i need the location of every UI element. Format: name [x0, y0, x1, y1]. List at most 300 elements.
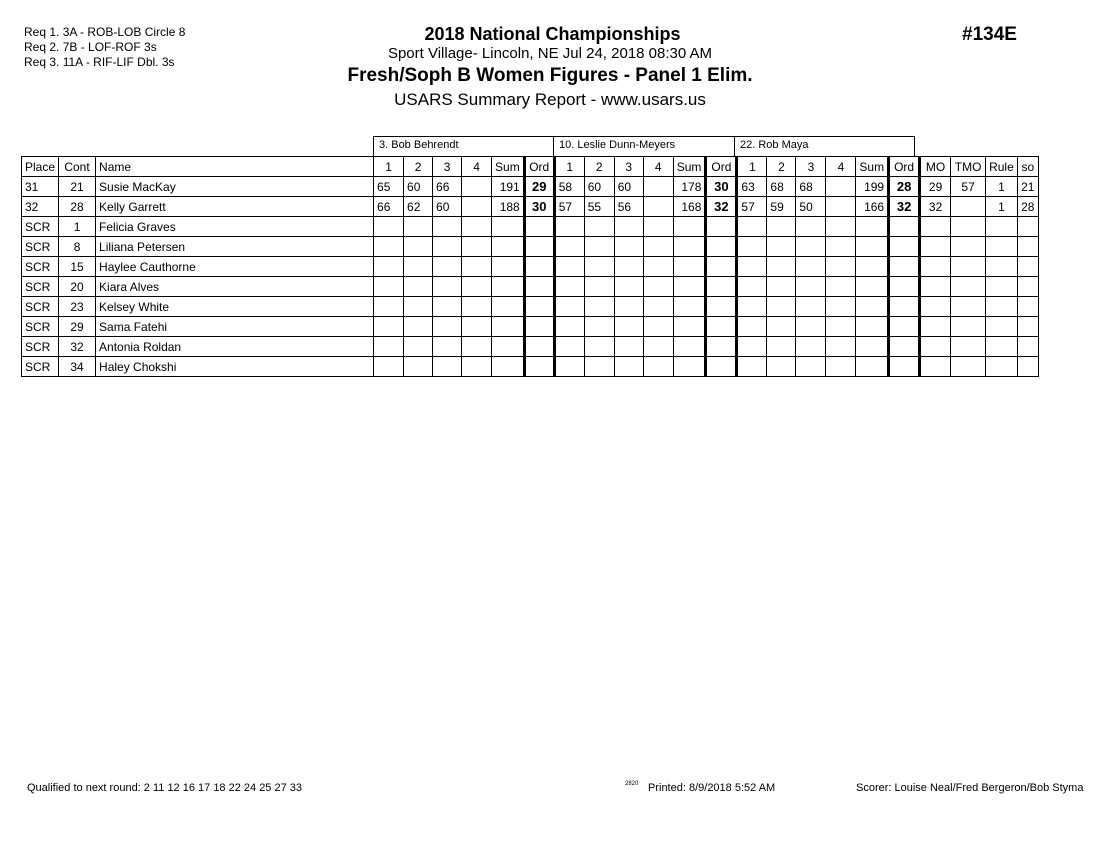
table-cell [826, 297, 856, 317]
table-cell [584, 217, 614, 237]
table-cell [920, 357, 951, 377]
table-cell: 168 [673, 197, 706, 217]
table-cell [737, 297, 767, 317]
table-cell [796, 297, 826, 317]
table-cell [920, 257, 951, 277]
table-cell [706, 297, 737, 317]
table-cell [554, 237, 584, 257]
table-cell [856, 357, 889, 377]
table-cell: 60 [584, 177, 614, 197]
scorer: Scorer: Louise Neal/Fred Bergeron/Bob Styma [856, 782, 1084, 794]
table-cell [524, 317, 554, 337]
judge-headers [373, 136, 915, 158]
table-row [22, 317, 1039, 337]
table-cell: SCR [22, 257, 59, 277]
table-cell [433, 337, 462, 357]
table-cell [433, 317, 462, 337]
table-cell [643, 177, 673, 197]
column-header: 2 [404, 157, 433, 177]
table-cell [404, 357, 433, 377]
table-cell: 188 [492, 197, 525, 217]
table-cell: 31 [22, 177, 59, 197]
column-header: 1 [737, 157, 767, 177]
table-cell [374, 337, 404, 357]
table-cell [462, 237, 492, 257]
table-cell [796, 317, 826, 337]
table-cell [706, 277, 737, 297]
table-cell [737, 277, 767, 297]
table-cell [492, 257, 525, 277]
table-cell [673, 337, 706, 357]
table-cell [920, 337, 951, 357]
table-cell [920, 317, 951, 337]
table-cell [643, 237, 673, 257]
table-cell [889, 357, 920, 377]
table-cell [554, 297, 584, 317]
table-cell [492, 337, 525, 357]
table-cell: 65 [374, 177, 404, 197]
table-cell: 32 [59, 337, 96, 357]
table-cell [826, 257, 856, 277]
table-cell [492, 277, 525, 297]
table-cell [614, 217, 643, 237]
table-cell: 60 [433, 197, 462, 217]
table-cell: 29 [920, 177, 951, 197]
table-cell: 59 [767, 197, 796, 217]
table-cell: Felicia Graves [96, 217, 374, 237]
table-cell [614, 257, 643, 277]
table-cell [673, 317, 706, 337]
table-cell [826, 317, 856, 337]
table-cell [433, 297, 462, 317]
table-cell [1017, 217, 1038, 237]
table-cell [951, 217, 986, 237]
table-cell: 55 [584, 197, 614, 217]
column-header: Place [22, 157, 59, 177]
report-subtitle: USARS Summary Report - www.usars.us [394, 90, 706, 109]
table-cell [554, 337, 584, 357]
table-cell [767, 317, 796, 337]
table-row [22, 217, 1039, 237]
requirement: Req 1. 3A - ROB-LOB Circle 8 [24, 25, 186, 39]
table-cell [492, 237, 525, 257]
table-cell [614, 277, 643, 297]
table-cell: SCR [22, 317, 59, 337]
table-cell: 56 [614, 197, 643, 217]
table-cell [737, 237, 767, 257]
table-cell [986, 237, 1018, 257]
table-cell [920, 237, 951, 257]
table-cell [706, 357, 737, 377]
table-cell: 50 [796, 197, 826, 217]
table-cell [433, 217, 462, 237]
results-table [21, 156, 1039, 377]
table-cell [1017, 237, 1038, 257]
table-cell [462, 317, 492, 337]
table-row [22, 337, 1039, 357]
table-cell [986, 277, 1018, 297]
column-header: Cont [59, 157, 96, 177]
table-cell [1017, 317, 1038, 337]
table-cell [796, 277, 826, 297]
column-header: Sum [673, 157, 706, 177]
table-cell: 20 [59, 277, 96, 297]
table-cell [404, 257, 433, 277]
table-cell: 30 [524, 197, 554, 217]
table-cell: 66 [374, 197, 404, 217]
table-cell [554, 257, 584, 277]
table-cell [673, 277, 706, 297]
table-cell [920, 297, 951, 317]
column-header: Sum [856, 157, 889, 177]
table-cell [584, 317, 614, 337]
table-cell [951, 337, 986, 357]
table-cell [986, 337, 1018, 357]
table-cell: 62 [404, 197, 433, 217]
table-cell [554, 277, 584, 297]
table-cell [889, 297, 920, 317]
table-cell [374, 257, 404, 277]
table-cell [584, 337, 614, 357]
table-cell [462, 297, 492, 317]
judge-header: 22. Rob Maya [734, 137, 915, 157]
table-cell [767, 357, 796, 377]
table-cell [524, 217, 554, 237]
table-cell: 32 [22, 197, 59, 217]
table-cell [374, 277, 404, 297]
table-cell [1017, 277, 1038, 297]
table-cell [462, 217, 492, 237]
table-cell [951, 237, 986, 257]
table-cell [643, 277, 673, 297]
table-cell [584, 237, 614, 257]
table-cell [462, 357, 492, 377]
table-cell [554, 317, 584, 337]
table-cell [826, 217, 856, 237]
table-cell [706, 317, 737, 337]
table-cell [889, 277, 920, 297]
table-cell [951, 257, 986, 277]
table-cell: 28 [59, 197, 96, 217]
table-cell [673, 237, 706, 257]
table-cell: 32 [920, 197, 951, 217]
table-row [22, 357, 1039, 377]
table-cell [856, 317, 889, 337]
table-cell: SCR [22, 237, 59, 257]
table-cell [796, 237, 826, 257]
table-cell: SCR [22, 217, 59, 237]
table-cell [433, 357, 462, 377]
table-cell [737, 317, 767, 337]
table-cell [374, 217, 404, 237]
table-cell [643, 357, 673, 377]
table-cell [1017, 257, 1038, 277]
table-cell: 32 [706, 197, 737, 217]
table-cell: 32 [889, 197, 920, 217]
table-cell [524, 297, 554, 317]
table-cell [737, 217, 767, 237]
table-cell [614, 337, 643, 357]
table-cell [404, 237, 433, 257]
table-cell [584, 277, 614, 297]
table-cell [767, 277, 796, 297]
table-cell [826, 197, 856, 217]
column-header: 2 [584, 157, 614, 177]
column-header: 4 [462, 157, 492, 177]
column-header: Ord [889, 157, 920, 177]
table-cell: 63 [737, 177, 767, 197]
table-cell [737, 337, 767, 357]
table-cell [986, 217, 1018, 237]
table-cell: 191 [492, 177, 525, 197]
table-cell [706, 237, 737, 257]
table-cell [374, 357, 404, 377]
table-cell [404, 297, 433, 317]
requirement: Req 3. 11A - RIF-LIF Dbl. 3s [24, 55, 175, 69]
table-cell: 58 [554, 177, 584, 197]
table-cell [767, 297, 796, 317]
table-cell [643, 337, 673, 357]
table-cell [796, 357, 826, 377]
table-cell: 1 [59, 217, 96, 237]
table-cell: 60 [404, 177, 433, 197]
table-cell: Haley Chokshi [96, 357, 374, 377]
table-cell [706, 217, 737, 237]
table-cell: 34 [59, 357, 96, 377]
table-cell: 199 [856, 177, 889, 197]
table-cell: 57 [737, 197, 767, 217]
column-header: 3 [796, 157, 826, 177]
table-cell [796, 217, 826, 237]
table-cell [492, 297, 525, 317]
table-cell [826, 177, 856, 197]
table-cell [404, 317, 433, 337]
table-cell [920, 277, 951, 297]
column-header: Name [96, 157, 374, 177]
table-cell [584, 297, 614, 317]
column-header: 1 [374, 157, 404, 177]
table-cell [643, 197, 673, 217]
table-cell: 57 [951, 177, 986, 197]
table-cell: Liliana Petersen [96, 237, 374, 257]
table-cell [643, 297, 673, 317]
table-cell: 28 [1017, 197, 1038, 217]
judge-header: 3. Bob Behrendt [373, 137, 553, 157]
table-cell [673, 357, 706, 377]
column-header: 4 [826, 157, 856, 177]
table-cell [856, 217, 889, 237]
table-cell: Kelly Garrett [96, 197, 374, 217]
table-cell [524, 237, 554, 257]
table-cell [767, 237, 796, 257]
table-cell [856, 237, 889, 257]
table-cell [374, 237, 404, 257]
table-cell: SCR [22, 277, 59, 297]
table-row [22, 277, 1039, 297]
table-cell [643, 217, 673, 237]
requirement: Req 2. 7B - LOF-ROF 3s [24, 40, 157, 54]
table-cell [951, 197, 986, 217]
table-cell [737, 257, 767, 277]
table-cell: Kelsey White [96, 297, 374, 317]
column-header: MO [920, 157, 951, 177]
event-name: Fresh/Soph B Women Figures - Panel 1 Elim. [347, 65, 753, 86]
table-cell [673, 217, 706, 237]
table-cell [673, 297, 706, 317]
table-cell [614, 297, 643, 317]
table-cell [492, 317, 525, 337]
event-number: #134E [962, 24, 1017, 45]
table-cell: 29 [59, 317, 96, 337]
table-cell [492, 217, 525, 237]
table-cell [462, 197, 492, 217]
table-cell: 29 [524, 177, 554, 197]
column-header: 3 [614, 157, 643, 177]
table-cell: Kiara Alves [96, 277, 374, 297]
table-cell [404, 217, 433, 237]
column-header: 4 [643, 157, 673, 177]
table-cell: 30 [706, 177, 737, 197]
table-cell [614, 237, 643, 257]
table-cell [706, 257, 737, 277]
table-cell [462, 277, 492, 297]
table-cell: 23 [59, 297, 96, 317]
table-cell [889, 217, 920, 237]
table-cell: Sama Fatehi [96, 317, 374, 337]
header-row [22, 157, 1039, 177]
table-cell [404, 277, 433, 297]
table-cell [826, 277, 856, 297]
table-cell: 21 [59, 177, 96, 197]
table-cell [614, 317, 643, 337]
table-cell: 8 [59, 237, 96, 257]
table-cell: 1 [986, 197, 1018, 217]
table-row [22, 297, 1039, 317]
table-cell: 1 [986, 177, 1018, 197]
table-cell [856, 277, 889, 297]
table-cell [643, 317, 673, 337]
table-cell [796, 337, 826, 357]
table-cell [433, 257, 462, 277]
table-cell [767, 257, 796, 277]
table-cell [951, 357, 986, 377]
table-cell: SCR [22, 337, 59, 357]
table-cell [584, 357, 614, 377]
table-cell [767, 337, 796, 357]
table-cell [889, 237, 920, 257]
column-header: 1 [554, 157, 584, 177]
table-cell: 28 [889, 177, 920, 197]
table-cell [920, 217, 951, 237]
report-code: 2820 [625, 781, 639, 787]
table-cell [826, 337, 856, 357]
table-cell: Haylee Cauthorne [96, 257, 374, 277]
table-cell [767, 217, 796, 237]
table-cell [433, 237, 462, 257]
table-row [22, 257, 1039, 277]
table-cell [826, 237, 856, 257]
table-cell [1017, 337, 1038, 357]
table-cell: SCR [22, 357, 59, 377]
table-cell [673, 257, 706, 277]
table-cell: 21 [1017, 177, 1038, 197]
table-cell [462, 177, 492, 197]
table-cell [986, 317, 1018, 337]
table-row [22, 177, 1039, 197]
table-cell [889, 317, 920, 337]
table-cell [951, 277, 986, 297]
table-cell: Susie MacKay [96, 177, 374, 197]
table-cell [404, 337, 433, 357]
table-cell [737, 357, 767, 377]
table-cell [986, 357, 1018, 377]
qualified-list: Qualified to next round: 2 11 12 16 17 18 22 24 25 27 33 [27, 782, 303, 794]
column-header: Rule [986, 157, 1018, 177]
table-cell [951, 317, 986, 337]
table-row [22, 237, 1039, 257]
table-cell: 15 [59, 257, 96, 277]
table-cell [643, 257, 673, 277]
table-cell [524, 277, 554, 297]
table-cell [951, 297, 986, 317]
table-cell [554, 217, 584, 237]
table-row [22, 197, 1039, 217]
table-cell [1017, 297, 1038, 317]
table-cell [584, 257, 614, 277]
table-cell [889, 257, 920, 277]
table-cell [856, 297, 889, 317]
table-cell [796, 257, 826, 277]
column-header: 3 [433, 157, 462, 177]
table-cell [524, 257, 554, 277]
report-title: 2018 National Championships [424, 24, 681, 44]
column-header: Ord [706, 157, 737, 177]
table-cell [462, 257, 492, 277]
judge-header: 10. Leslie Dunn-Meyers [553, 137, 734, 157]
printed-date: Printed: 8/9/2018 5:52 AM [648, 782, 776, 794]
table-cell [826, 357, 856, 377]
table-cell [986, 297, 1018, 317]
venue-date: Sport Village- Lincoln, NE Jul 24, 2018 08:30 AM [387, 45, 713, 62]
table-cell [374, 317, 404, 337]
table-cell: 178 [673, 177, 706, 197]
table-cell: 60 [614, 177, 643, 197]
column-header: Sum [492, 157, 525, 177]
table-cell [433, 277, 462, 297]
table-cell [554, 357, 584, 377]
column-header: so [1017, 157, 1038, 177]
table-cell: 166 [856, 197, 889, 217]
table-cell: Antonia Roldan [96, 337, 374, 357]
table-cell [856, 337, 889, 357]
table-cell: 57 [554, 197, 584, 217]
column-header: Ord [524, 157, 554, 177]
table-cell: SCR [22, 297, 59, 317]
table-cell: 68 [767, 177, 796, 197]
table-cell: 66 [433, 177, 462, 197]
table-cell [374, 297, 404, 317]
table-cell: 68 [796, 177, 826, 197]
table-cell [889, 337, 920, 357]
table-cell [524, 337, 554, 357]
table-cell [614, 357, 643, 377]
table-cell [492, 357, 525, 377]
table-cell [986, 257, 1018, 277]
column-header: TMO [951, 157, 986, 177]
table-cell [524, 357, 554, 377]
table-cell [706, 337, 737, 357]
table-cell [462, 337, 492, 357]
